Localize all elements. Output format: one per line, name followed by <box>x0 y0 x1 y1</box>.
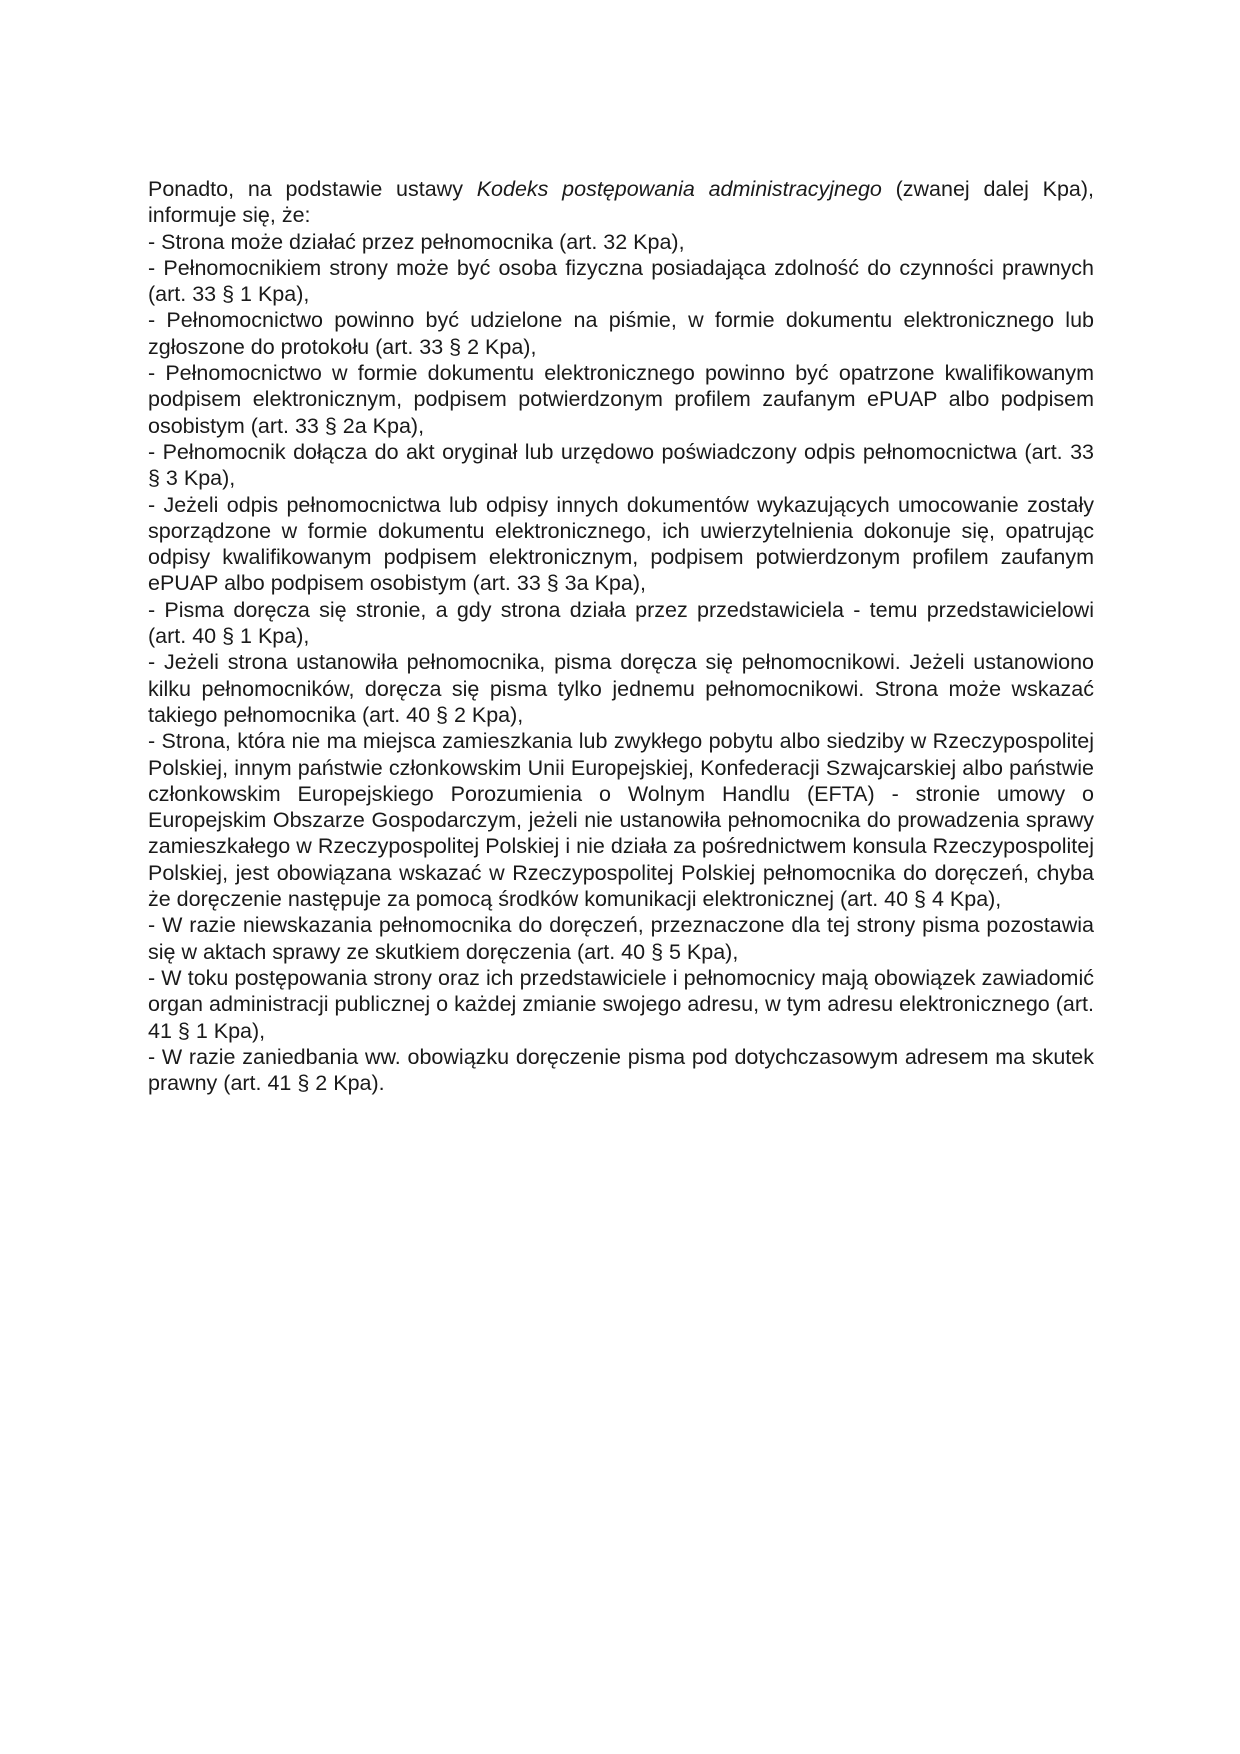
list-item: - W razie zaniedbania ww. obowiązku doręczenie pisma pod dotychczasowym adresem ma skutek prawny (art. 41 § 2 Kpa). <box>148 1044 1094 1096</box>
list-item: - W razie niewskazania pełnomocnika do doręczeń, przeznaczone dla tej strony pisma pozostawia się w aktach sprawy ze skutkiem doręczenia (art. 40 § 5 Kpa), <box>148 913 1094 964</box>
list-item: - W toku postępowania strony oraz ich przedstawiciele i pełnomocnicy mają obowiązek zawiadomić organ administracji publicznej o każdej zmianie swojego adresu, w tym adresu elektronicznego (art. 41 § 1 Kpa), <box>148 965 1094 1043</box>
intro-paragraph <box>148 176 1094 229</box>
list-item: - Pełnomocnikiem strony może być osoba fizyczna posiadająca zdolność do czynności prawnych (art. 33 § 1 Kpa), <box>148 255 1094 307</box>
list-item: - Strona, która nie ma miejsca zamieszkania lub zwykłego pobytu albo siedziby w Rzeczypospolitej Polskiej, innym państwie członkowskim Unii Europejskiej, Konfederacji Szwajcarskiej albo państwie członkowskim Europejskiego Porozumienia o Wolnym Handlu (EFTA) - stronie umowy o Europejskim Obszarze Gospodarczym, jeżeli nie ustanowiła pełnomocnika do prowadzenia sprawy zamieszkałego w Rzeczypospolitej Polskiej i nie działa za pośrednictwem konsula Rzeczypospolitej Polskiej, jest obowiązana wskazać w Rzeczypospolitej Polskiej pełnomocnika do doręczeń, chyba że doręczenie następuje za pomocą środków komunikacji elektronicznej (art. 40 § 4 Kpa), <box>148 729 1094 912</box>
document-body <box>148 176 1094 1096</box>
list-item: - Pełnomocnictwo powinno być udzielone na piśmie, w formie dokumentu elektronicznego lub zgłoszone do protokołu (art. 33 § 2 Kpa), <box>148 308 1094 359</box>
list-item: - Jeżeli odpis pełnomocnictwa lub odpisy innych dokumentów wykazujących umocowanie zostały sporządzone w formie dokumentu elektronicznego, ich uwierzytelnienia dokonuje się, opatrując odpisy kwalifikowanym podpisem elektronicznym, podpisem potwierdzonym profilem zaufanym ePUAP albo podpisem osobistym (art. 33 § 3a Kpa), <box>148 492 1094 596</box>
intro-text-after: (zwanej dalej Kpa), informuje się, że: <box>148 177 1095 228</box>
intro-law-title: Kodeks postępowania administracyjnego <box>476 177 882 201</box>
list-item: - Jeżeli strona ustanowiła pełnomocnika, pisma doręcza się pełnomocnikowi. Jeżeli ustanowiono kilku pełnomocników, doręcza się pisma tylko jednemu pełnomocnikowi. Strona może wskazać takiego pełnomocnika (art. 40 § 2 Kpa), <box>148 650 1094 727</box>
list-item: - Strona może działać przez pełnomocnika (art. 32 Kpa), <box>148 229 685 254</box>
list-item: - Pełnomocnik dołącza do akt oryginał lub urzędowo poświadczony odpis pełnomocnictwa (art. 33 § 3 Kpa), <box>148 439 1094 491</box>
intro-text-before: Ponadto, na podstawie ustawy <box>148 177 477 201</box>
list-item: - Pełnomocnictwo w formie dokumentu elektronicznego powinno być opatrzone kwalifikowanym podpisem elektronicznym, podpisem potwierdzonym profilem zaufanym ePUAP albo podpisem osobistym (art. 33 § 2a Kpa), <box>148 361 1094 438</box>
list-item: - Pisma doręcza się stronie, a gdy strona działa przez przedstawiciela - temu przedstawicielowi (art. 40 § 1 Kpa), <box>148 597 1094 649</box>
